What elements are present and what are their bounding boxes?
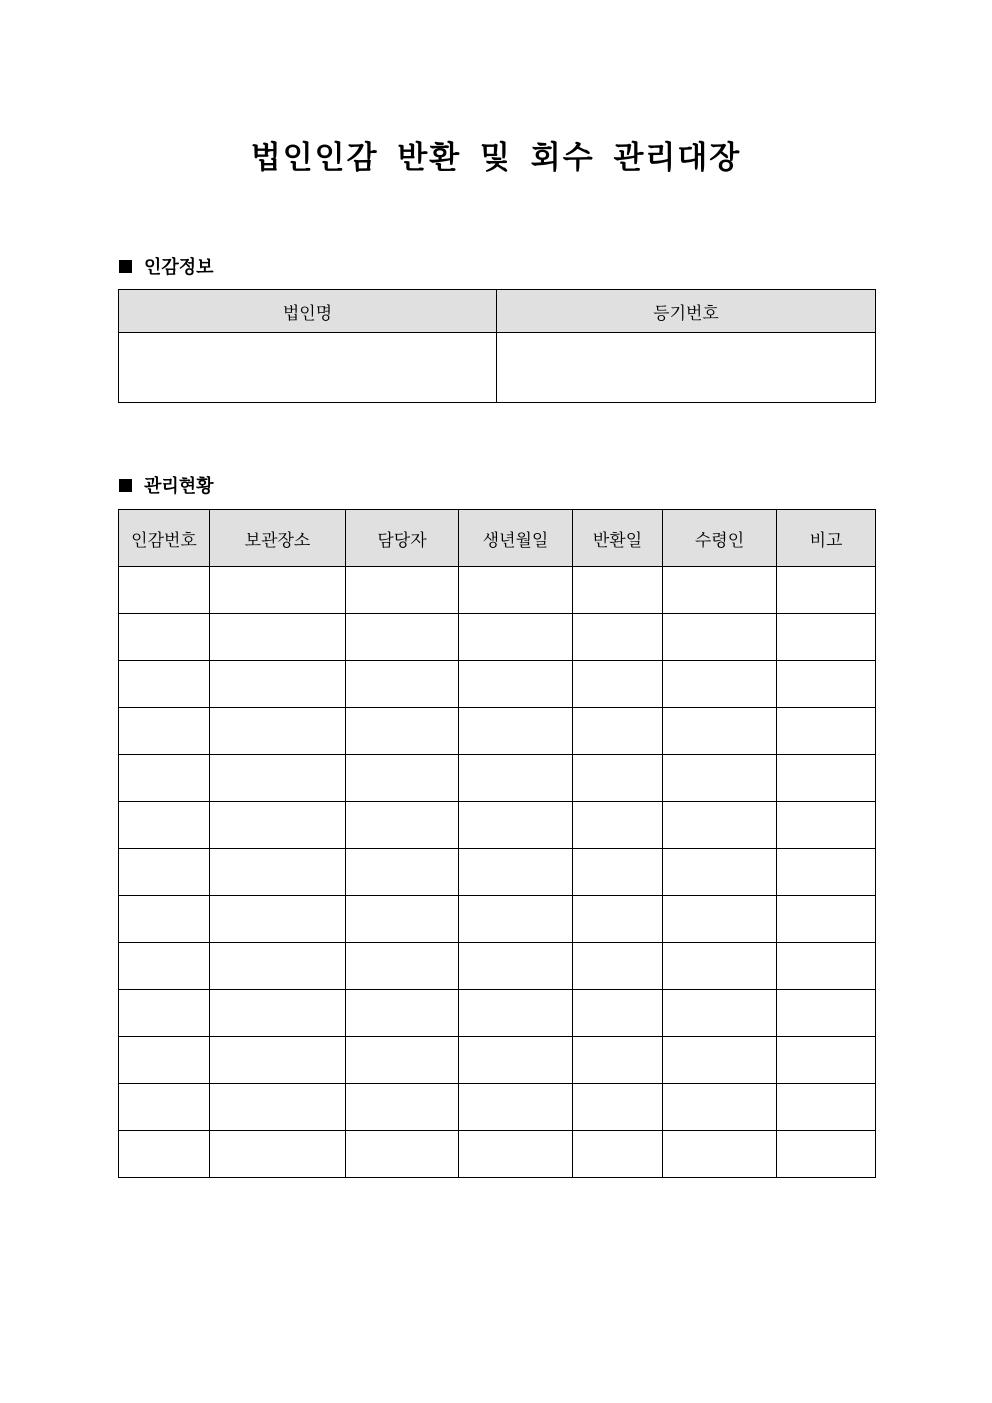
- table-cell[interactable]: [119, 755, 210, 802]
- table-cell[interactable]: [663, 802, 777, 849]
- column-header: 인감번호: [119, 510, 210, 567]
- table-row: [119, 1084, 876, 1131]
- square-bullet-icon: [119, 260, 132, 273]
- table-cell[interactable]: [573, 802, 663, 849]
- table-cell[interactable]: [346, 1131, 459, 1178]
- table-cell[interactable]: [119, 567, 210, 614]
- table-cell[interactable]: [210, 567, 346, 614]
- table-row: [119, 333, 876, 403]
- table-cell[interactable]: [459, 755, 573, 802]
- table-row: [119, 849, 876, 896]
- table-cell[interactable]: [777, 802, 876, 849]
- table-cell[interactable]: [346, 614, 459, 661]
- square-bullet-icon: [119, 479, 132, 492]
- table-cell[interactable]: [663, 567, 777, 614]
- table-row: [119, 708, 876, 755]
- table-cell[interactable]: [210, 755, 346, 802]
- status-table: [118, 509, 876, 1178]
- table-cell[interactable]: [573, 614, 663, 661]
- table-cell[interactable]: [573, 943, 663, 990]
- table-cell[interactable]: [663, 943, 777, 990]
- table-cell[interactable]: [119, 990, 210, 1037]
- table-cell[interactable]: [210, 708, 346, 755]
- table-row: [119, 755, 876, 802]
- table-cell[interactable]: [210, 990, 346, 1037]
- table-cell[interactable]: [573, 1084, 663, 1131]
- table-cell[interactable]: [210, 661, 346, 708]
- section-heading-label: 관리현황: [144, 476, 214, 497]
- table-cell[interactable]: [663, 1084, 777, 1131]
- table-cell[interactable]: [346, 708, 459, 755]
- section-heading-label: 인감정보: [144, 257, 214, 278]
- section-heading-status: [119, 472, 214, 498]
- section-heading-info: [119, 253, 214, 279]
- table-cell[interactable]: [346, 755, 459, 802]
- table-cell[interactable]: [573, 755, 663, 802]
- table-cell[interactable]: [459, 849, 573, 896]
- table-cell[interactable]: [459, 896, 573, 943]
- table-cell[interactable]: [346, 567, 459, 614]
- table-cell[interactable]: [119, 1037, 210, 1084]
- table-cell[interactable]: [346, 896, 459, 943]
- table-cell[interactable]: [346, 1037, 459, 1084]
- table-cell[interactable]: [119, 802, 210, 849]
- table-row: [119, 614, 876, 661]
- table-cell[interactable]: [459, 567, 573, 614]
- table-cell[interactable]: [777, 943, 876, 990]
- column-header: 비고: [777, 510, 876, 567]
- table-cell[interactable]: [459, 708, 573, 755]
- table-row: [119, 567, 876, 614]
- table-row: [119, 896, 876, 943]
- column-header: 수령인: [663, 510, 777, 567]
- table-cell[interactable]: [210, 614, 346, 661]
- table-cell[interactable]: [119, 1084, 210, 1131]
- document-title: 법인인감 반환 및 회수 관리대장: [250, 140, 742, 176]
- column-header: 담당자: [346, 510, 459, 567]
- table-cell[interactable]: [210, 896, 346, 943]
- table-header-row: [119, 290, 876, 333]
- table-cell[interactable]: [346, 661, 459, 708]
- table-cell[interactable]: [663, 1131, 777, 1178]
- table-cell[interactable]: [346, 849, 459, 896]
- table-row: [119, 661, 876, 708]
- table-cell[interactable]: [573, 849, 663, 896]
- table-cell[interactable]: [663, 990, 777, 1037]
- table-cell[interactable]: [777, 567, 876, 614]
- table-cell[interactable]: [573, 896, 663, 943]
- table-cell[interactable]: [573, 1037, 663, 1084]
- table-cell[interactable]: [663, 661, 777, 708]
- table-cell[interactable]: [119, 614, 210, 661]
- table-cell[interactable]: [119, 1131, 210, 1178]
- table-cell[interactable]: [459, 1084, 573, 1131]
- table-cell[interactable]: [777, 1131, 876, 1178]
- table-cell[interactable]: [119, 661, 210, 708]
- table-cell[interactable]: [573, 708, 663, 755]
- column-header: 반환일: [573, 510, 663, 567]
- table-cell[interactable]: [573, 567, 663, 614]
- table-cell[interactable]: [663, 849, 777, 896]
- table-header-row: [119, 510, 876, 567]
- table-cell[interactable]: [459, 943, 573, 990]
- table-cell[interactable]: [663, 755, 777, 802]
- table-cell[interactable]: [777, 1084, 876, 1131]
- table-row: [119, 943, 876, 990]
- table-cell[interactable]: [663, 896, 777, 943]
- table-cell[interactable]: [459, 614, 573, 661]
- table-cell[interactable]: [119, 849, 210, 896]
- table-cell[interactable]: [346, 943, 459, 990]
- table-cell[interactable]: [777, 661, 876, 708]
- table-cell[interactable]: [663, 614, 777, 661]
- column-header: 법인명: [119, 290, 497, 333]
- table-cell[interactable]: [777, 896, 876, 943]
- table-cell[interactable]: [663, 708, 777, 755]
- table-row: [119, 1131, 876, 1178]
- column-header: 생년월일: [459, 510, 573, 567]
- table-cell[interactable]: [497, 333, 876, 403]
- table-row: [119, 802, 876, 849]
- table-cell[interactable]: [210, 802, 346, 849]
- table-cell[interactable]: [573, 661, 663, 708]
- table-cell[interactable]: [459, 990, 573, 1037]
- table-cell[interactable]: [119, 896, 210, 943]
- table-cell[interactable]: [777, 990, 876, 1037]
- table-cell[interactable]: [459, 661, 573, 708]
- table-cell[interactable]: [210, 1131, 346, 1178]
- column-header: 보관장소: [210, 510, 346, 567]
- table-cell[interactable]: [210, 1037, 346, 1084]
- table-cell[interactable]: [119, 333, 497, 403]
- table-cell[interactable]: [210, 1084, 346, 1131]
- table-cell[interactable]: [119, 943, 210, 990]
- table-cell[interactable]: [459, 802, 573, 849]
- table-cell[interactable]: [459, 1131, 573, 1178]
- table-cell[interactable]: [119, 708, 210, 755]
- table-cell[interactable]: [777, 755, 876, 802]
- info-table: [118, 289, 876, 403]
- table-cell[interactable]: [777, 708, 876, 755]
- table-cell[interactable]: [210, 943, 346, 990]
- column-header: 등기번호: [497, 290, 876, 333]
- table-cell[interactable]: [459, 1037, 573, 1084]
- table-cell[interactable]: [777, 1037, 876, 1084]
- table-cell[interactable]: [777, 614, 876, 661]
- table-cell[interactable]: [210, 849, 346, 896]
- table-cell[interactable]: [663, 1037, 777, 1084]
- table-cell[interactable]: [346, 990, 459, 1037]
- table-cell[interactable]: [346, 1084, 459, 1131]
- table-row: [119, 990, 876, 1037]
- table-cell[interactable]: [573, 990, 663, 1037]
- table-cell[interactable]: [777, 849, 876, 896]
- table-cell[interactable]: [573, 1131, 663, 1178]
- table-cell[interactable]: [346, 802, 459, 849]
- table-row: [119, 1037, 876, 1084]
